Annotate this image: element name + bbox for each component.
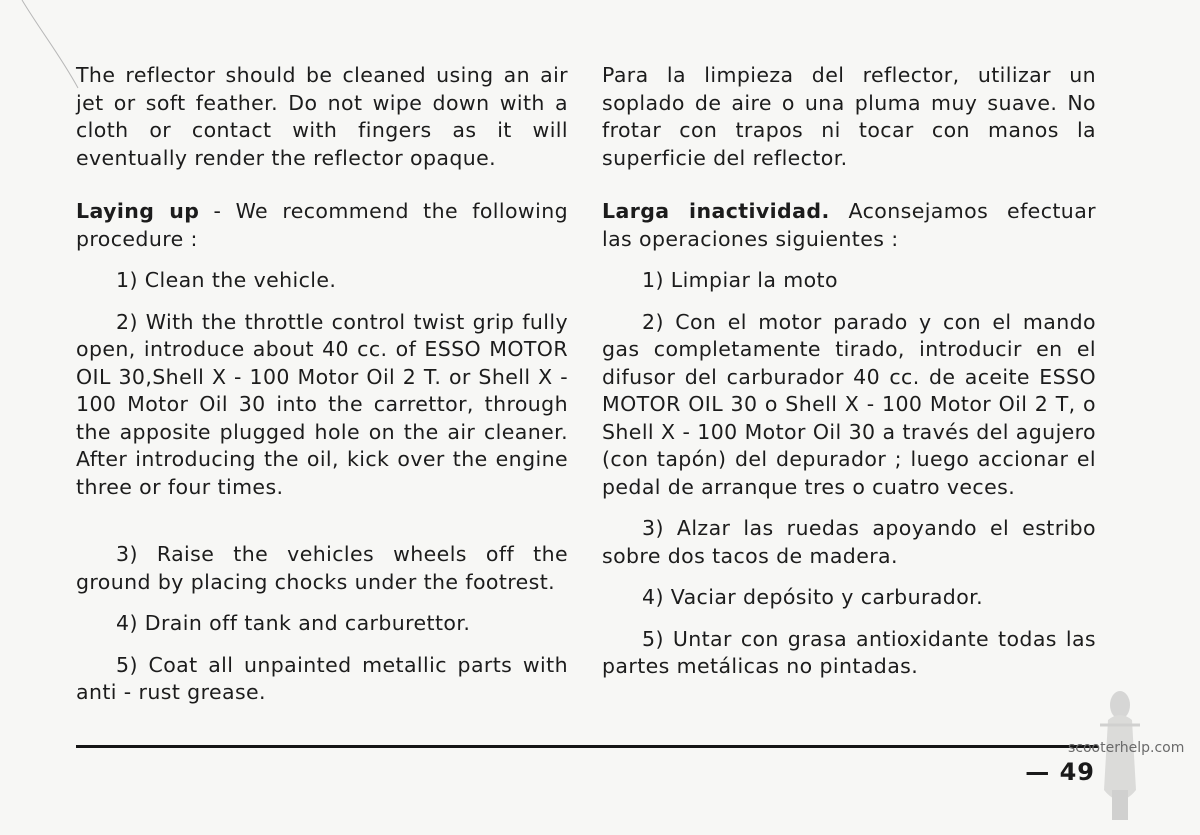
step-2-en: 2) With the throttle control twist grip fully open, introduce about 40 cc. of ESSO MOTOR OIL 30,Shell X - 100 Motor Oil 2 T. or Shell X - 100 Motor Oil 30 into the carrettor, through the apposite plugged hole on the air cleaner. After introducing the oil, kick over the engine three or four times. [76,309,568,499]
laying-up-text-en: - We recommend the following procedure : [76,199,568,251]
step-5-en: 5) Coat all unpainted metallic parts with anti - rust grease. [76,652,568,704]
reflector-paragraph-es: Para la limpieza del reflector, utilizar un soplado de aire o una pluma muy suave. No frotar con trapos ni tocar con manos la superficie del reflector. [602,63,1096,170]
step-1-es: 1) Limpiar la moto [642,268,838,292]
english-column [76,62,568,707]
step-1-en: 1) Clean the vehicle. [116,268,337,292]
laying-up-paragraph-en [76,198,568,253]
laying-up-text-es: Aconsejamos efectuar las operaciones siguientes : [602,199,1096,251]
laying-up-paragraph-es [602,198,1096,253]
watermark-text: scooterhelp.com [1068,740,1185,756]
step-4-en: 4) Drain off tank and carburettor. [116,611,471,635]
step-4-es: 4) Vaciar depósito y carburador. [642,585,983,609]
spanish-column [602,62,1096,681]
laying-up-heading-en: Laying up [76,199,200,223]
footer-rule [76,745,1098,748]
step-5-es: 5) Untar con grasa antioxidante todas las partes metálicas no pintadas. [602,626,1096,678]
step-2-es: 2) Con el motor parado y con el mando gas completamente tirado, introducir en el difusor del carburador 40 cc. de aceite ESSO MOTOR OIL 30 o Shell X - 100 Motor Oil 2 T, o Shell X - 100 Motor Oil 30 a través del agujero (con tapón) del depurador ; luego accionar el pedal de arranque tres o cuatro veces. [602,309,1096,499]
laying-up-heading-es: Larga inactividad. [602,199,830,223]
page-number: — 49 [1025,758,1095,786]
step-3-en: 3) Raise the vehicles wheels off the ground by placing chocks under the footrest. [76,542,568,594]
step-3-es: 3) Alzar las ruedas apoyando el estribo sobre dos tacos de madera. [602,516,1096,568]
corner-scan-mark [0,0,80,90]
reflector-paragraph-en: The reflector should be cleaned using an air jet or soft feather. Do not wipe down with a cloth or contact with fingers as it will eventually render the reflector opaque. [76,63,568,170]
